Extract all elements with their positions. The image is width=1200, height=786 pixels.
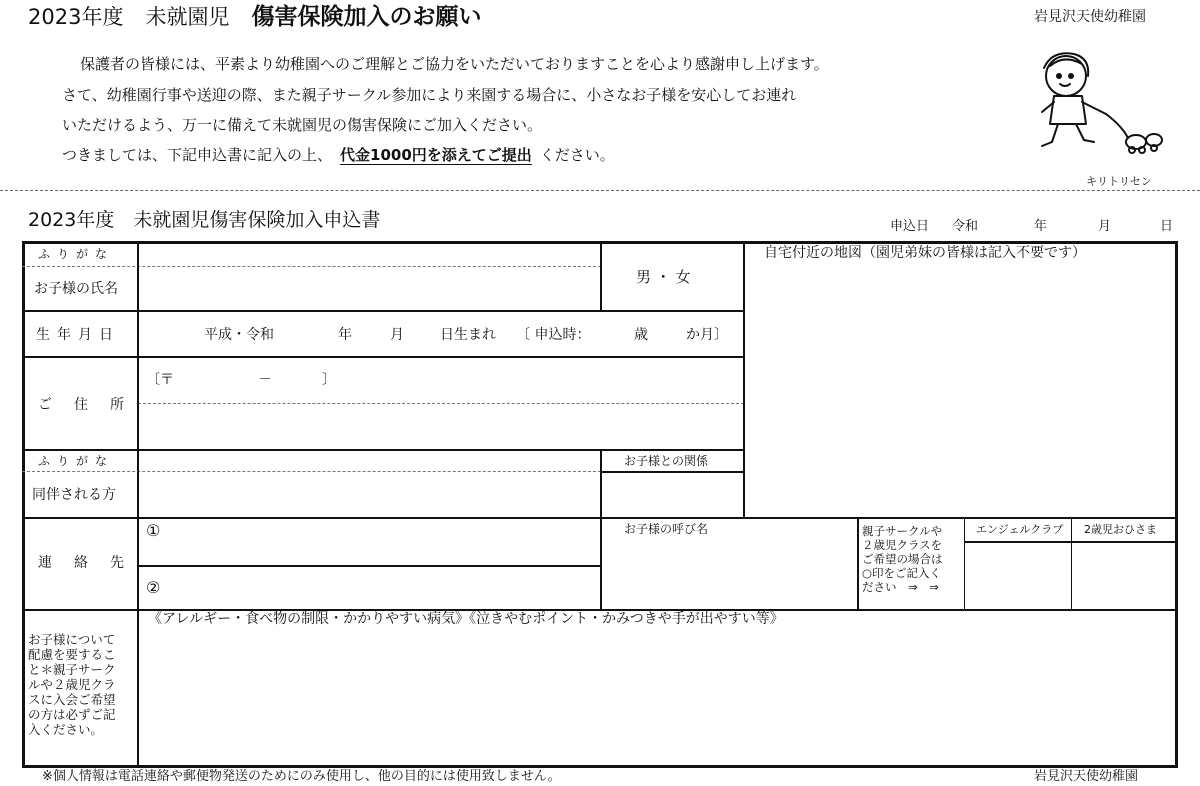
intro-line-2: さて、幼稚園行事や送迎の際、また親子サークル参加により来園する場合に、小さなお子様を安心してお連れ xyxy=(62,86,797,104)
title-year: 2023年度 xyxy=(28,5,124,29)
fee-emphasis: 代金1000円を添えてご提出 xyxy=(340,146,532,164)
consider-hint: 《アレルギー・食べ物の制限・かかりやすい病気》《泣きやむポイント・かみつきや手が出やすい等》 xyxy=(148,611,784,627)
cut-line xyxy=(0,190,1200,191)
circle-note-line: ○印をご記入く xyxy=(862,566,942,581)
title-category: 未就園児 xyxy=(145,5,230,29)
rule-v xyxy=(743,241,745,518)
rule-h xyxy=(22,449,744,451)
postal-dash: － xyxy=(258,372,272,388)
gender-options: 男 ・ 女 xyxy=(636,268,691,286)
cut-line-label: キリトリセン xyxy=(1086,175,1152,188)
birth-era: 平成・令和 xyxy=(204,327,274,343)
rule-h xyxy=(138,565,601,567)
rule-v xyxy=(600,241,602,311)
nickname-label: お子様の呼び名 xyxy=(624,522,709,536)
rule-v xyxy=(600,449,602,610)
circle-note-line: ２歳児クラスを xyxy=(862,538,943,553)
child-furigana-label: ふりがな xyxy=(38,247,115,261)
contact-label: 連絡先 xyxy=(38,555,146,571)
apply-date-year: 年 xyxy=(1034,219,1048,234)
child-walking-pull-toy-icon xyxy=(1030,46,1170,166)
consider-label-line: お子様について xyxy=(28,632,116,647)
contact-1-marker: ① xyxy=(146,521,161,540)
rule-h xyxy=(22,356,744,358)
consider-label-line: 入ください。 xyxy=(28,722,104,737)
map-label: 自宅付近の地図（園児弟妹の皆様は記入不要です） xyxy=(764,245,1086,261)
apply-date-month: 月 xyxy=(1098,219,1112,234)
apply-date-era: 令和 xyxy=(952,219,979,234)
companion-label: 同伴される方 xyxy=(32,487,116,503)
page-title xyxy=(28,6,481,29)
rule-v xyxy=(1071,517,1072,610)
circle-note-line: ご希望の場合は xyxy=(862,552,943,567)
angel-club-label: エンジェルクラブ xyxy=(976,523,1064,536)
consider-label-line: と＊親子サーク xyxy=(28,662,116,677)
intro-line-3: いただけるよう、万一に備えて未就園児の傷害保険にご加入ください。 xyxy=(62,116,543,134)
rule-v xyxy=(964,517,965,610)
privacy-note: ※個人情報は電話連絡や郵便物発送のためにのみ使用し、他の目的には使用致しません。 xyxy=(42,769,561,784)
circle-note xyxy=(862,524,962,594)
companion-furigana-label: ふりがな xyxy=(38,454,115,468)
birthdate-label: 生年月日 xyxy=(36,327,120,343)
postal-open: 〔〒 xyxy=(146,372,174,388)
intro-line-1: 保護者の皆様には、平素より幼稚園へのご理解とご協力をいただいておりますことを心より感謝申し上げます。 xyxy=(80,55,829,73)
consider-label-line: の方は必ずご記 xyxy=(28,707,116,722)
relation-label: お子様との関係 xyxy=(624,454,709,468)
consider-label xyxy=(28,632,132,737)
intro-line-4-suffix: ください。 xyxy=(539,146,615,164)
form-title: 2023年度 未就園児傷害保険加入申込書 xyxy=(28,209,381,231)
postal-close: 〕 xyxy=(322,372,336,388)
birth-suffix: 日生まれ xyxy=(440,327,496,343)
consider-label-line: スに入会ご希望 xyxy=(28,692,116,707)
footer-kindergarten-name: 岩見沢天使幼稚園 xyxy=(1034,769,1139,784)
contact-2-marker: ② xyxy=(146,578,161,597)
intro-line-4 xyxy=(62,148,615,163)
intro-line-4-prefix: つきましては、下記申込書に記入の上、 xyxy=(62,146,333,164)
title-main: 傷害保険加入のお願い xyxy=(251,4,482,30)
consider-label-line: ルや２歳児クラ xyxy=(28,677,116,692)
apply-date-day: 日 xyxy=(1160,219,1174,234)
apply-date-label: 申込日 xyxy=(890,219,930,234)
apply-age-years: 歳 xyxy=(634,327,648,343)
circle-note-line: 親子サークルや xyxy=(862,524,943,538)
consider-label-line: 配慮を要するこ xyxy=(28,647,116,662)
apply-age-months: か月〕 xyxy=(686,327,728,343)
circle-note-line: ださい ⇒ ⇒ xyxy=(862,580,939,595)
address-label: ご住所 xyxy=(38,397,146,413)
birth-year: 年 xyxy=(338,327,352,343)
rule-h xyxy=(22,310,744,312)
rule-dashed xyxy=(22,266,601,267)
birth-month: 月 xyxy=(390,327,404,343)
child-name-label: お子様の氏名 xyxy=(34,281,118,297)
two-year-class-label: 2歳児おひさま xyxy=(1084,523,1157,536)
rule-dashed xyxy=(22,471,601,472)
rule-h xyxy=(600,471,744,473)
rule-v xyxy=(857,517,859,610)
rule-dashed xyxy=(138,403,744,404)
rule-v xyxy=(137,241,139,768)
apply-age-open: 〔 申込時： xyxy=(516,327,591,343)
header-kindergarten-name: 岩見沢天使幼稚園 xyxy=(1034,9,1146,25)
